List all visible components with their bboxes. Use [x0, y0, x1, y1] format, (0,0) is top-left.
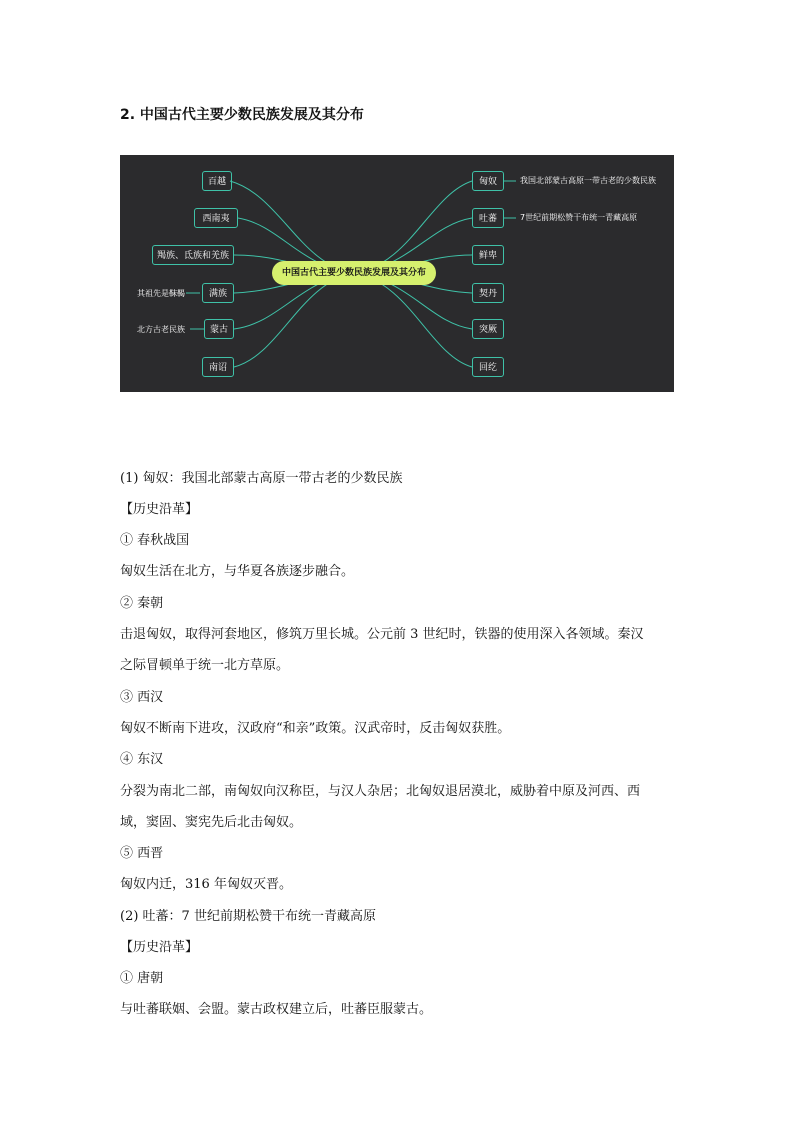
mind-map-node: 匈奴: [472, 171, 504, 191]
subsection-title: (2) 吐蕃：7 世纪前期松赞干布统一青藏高原: [120, 909, 376, 924]
mind-map: [120, 155, 674, 392]
connector-line: [230, 181, 354, 273]
period-heading: ① 唐朝: [120, 971, 164, 986]
paragraph-text: 与吐蕃联姻、会盟。蒙古政权建立后，吐蕃臣服蒙古。: [120, 1002, 433, 1017]
period-heading: ④ 东汉: [120, 752, 164, 767]
section-heading: 2. 中国古代主要少数民族发展及其分布: [120, 107, 364, 123]
mind-map-note: 其祖先是靺鞨: [137, 289, 185, 298]
period-heading: ⑤ 西晋: [120, 846, 164, 861]
mind-map-node: 吐蕃: [472, 208, 504, 228]
period-heading: ③ 西汉: [120, 690, 164, 705]
period-heading: ① 春秋战国: [120, 533, 190, 548]
paragraph-text: 分裂为南北二部，南匈奴向汉称臣，与汉人杂居；北匈奴退居漠北，威胁着中原及河西、西: [120, 784, 641, 799]
paragraph-text: 匈奴内迁，316 年匈奴灭晋。: [120, 877, 292, 892]
connector-line: [354, 181, 472, 273]
paragraph-text: 之际冒顿单于统一北方草原。: [120, 658, 290, 673]
mind-map-node: 西南夷: [194, 208, 238, 228]
period-heading: ② 秦朝: [120, 596, 164, 611]
paragraph-text: 击退匈奴，取得河套地区，修筑万里长城。公元前 3 世纪时，铁器的使用深入各领域。秦汉: [120, 627, 644, 642]
mind-map-note: 我国北部蒙古高原一带古老的少数民族: [520, 176, 656, 185]
mind-map-node: 突厥: [472, 319, 504, 339]
mind-map-node: 契丹: [472, 283, 504, 303]
mind-map-center-node: 中国古代主要少数民族发展及其分布: [272, 261, 436, 285]
paragraph-text: 匈奴不断南下进攻，汉政府“和亲”政策。汉武帝时，反击匈奴获胜。: [120, 721, 511, 736]
mind-map-note: 北方古老民族: [137, 325, 185, 334]
bracket-heading: 【历史沿革】: [120, 502, 199, 517]
mind-map-node: 羯族、氐族和羌族: [152, 245, 234, 265]
mind-map-node: 蒙古: [204, 319, 234, 339]
mind-map-node: 百越: [202, 171, 232, 191]
mind-map-node: 南诏: [202, 357, 234, 377]
connector-line: [234, 273, 354, 367]
mind-map-node: 回纥: [472, 357, 504, 377]
mind-map-node: 满族: [202, 283, 234, 303]
bracket-heading: 【历史沿革】: [120, 940, 199, 955]
paragraph-text: 域，窦固、窦宪先后北击匈奴。: [120, 815, 303, 830]
subsection-title: (1) 匈奴：我国北部蒙古高原一带古老的少数民族: [120, 471, 403, 486]
mind-map-note: 7世纪前期松赞干布统一青藏高原: [520, 213, 638, 222]
connector-line: [354, 273, 472, 367]
paragraph-text: 匈奴生活在北方，与华夏各族逐步融合。: [120, 564, 355, 579]
mind-map-node: 鲜卑: [472, 245, 504, 265]
